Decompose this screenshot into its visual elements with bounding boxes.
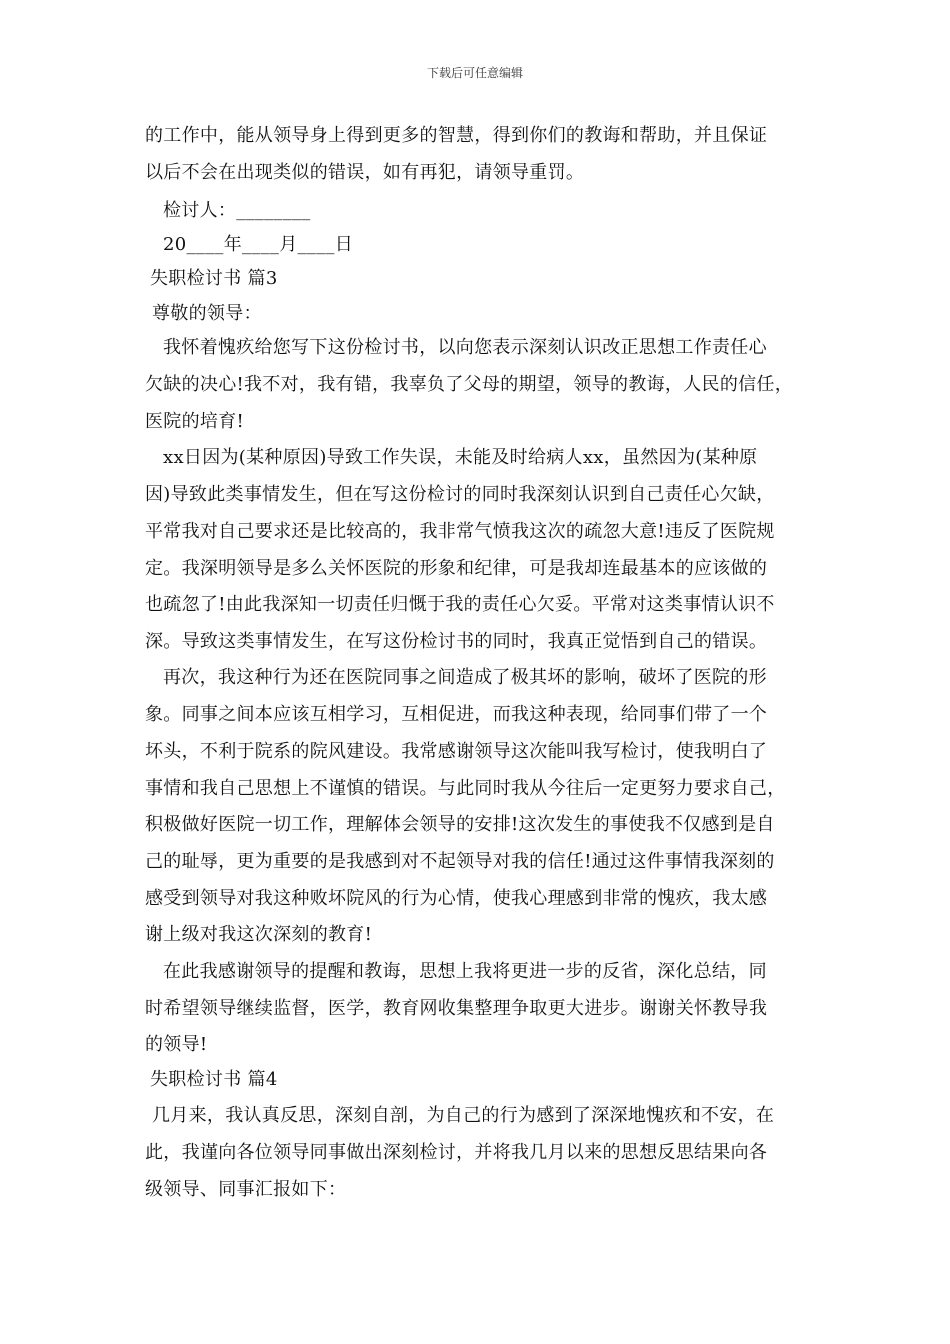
- text-line: 的工作中，能从领导身上得到更多的智慧，得到你们的教诲和帮助，并且保证: [145, 125, 768, 146]
- text-line: 也疏忽了!由此我深知一切责任归慨于我的责任心欠妥。平常对这类事情认识不: [145, 594, 775, 615]
- section-title: 失职检讨书 篇4: [150, 1069, 278, 1090]
- text-line: 级领导、同事汇报如下：: [145, 1179, 347, 1200]
- text-line: 此，我谨向各位领导同事做出深刻检讨，并将我几月以来的思想反思结果向各: [145, 1142, 768, 1163]
- text-line: 以后不会在出现类似的错误，如有再犯，请领导重罚。: [145, 162, 585, 183]
- text-line: 感受到领导对我这种败坏院风的行为心情，使我心理感到非常的愧疚，我太感: [145, 888, 768, 909]
- text-line: 欠缺的决心!我不对，我有错，我辜负了父母的期望，领导的教诲，人民的信任，: [145, 374, 794, 395]
- text-line: 事情和我自己思想上不谨慎的错误。与此同时我从今往后一定更努力要求自己，: [145, 778, 786, 799]
- text-line: 象。同事之间本应该互相学习，互相促进，而我这种表现，给同事们带了一个: [145, 704, 768, 725]
- text-line: 深。导致这类事情发生，在写这份检讨书的同时，我真正觉悟到自己的错误。: [145, 631, 768, 652]
- text-line: 的领导!: [145, 1034, 208, 1055]
- text-line: 在此我感谢领导的提醒和教诲，思想上我将更进一步的反省，深化总结，同: [163, 961, 767, 982]
- text-line: 己的耻辱，更为重要的是我感到对不起领导对我的信任!通过这件事情我深刻的: [145, 851, 775, 872]
- section-title: 失职检讨书 篇3: [150, 268, 278, 289]
- text-line: 医院的培育!: [145, 411, 245, 432]
- text-line: 时希望领导继续监督，医学，教育网收集整理争取更大进步。谢谢关怀教导我: [145, 998, 768, 1019]
- text-line: 几月来，我认真反思，深刻自剖，为自己的行为感到了深深地愧疚和不安，在: [152, 1105, 775, 1126]
- text-line: 平常我对自己要求还是比较高的，我非常气愤我这次的疏忽大意!违反了医院规: [145, 521, 775, 542]
- text-line: 再次，我这种行为还在医院同事之间造成了极其坏的影响，破坏了医院的形: [163, 667, 767, 688]
- text-line: 我怀着愧疚给您写下这份检讨书，以向您表示深刻认识改正思想工作责任心: [163, 337, 767, 358]
- page-header: 下载后可任意编辑: [426, 66, 523, 80]
- text-line: 积极做好医院一切工作，理解体会领导的安排!这次发生的事使我不仅感到是自: [145, 814, 775, 835]
- text-line: 因)导致此类事情发生，但在写这份检讨的同时我深刻认识到自己责任心欠缺，: [145, 484, 775, 505]
- text-line: xx日因为(某种原因)导致工作失误，未能及时给病人xx，虽然因为(某种原: [163, 447, 758, 468]
- signature-line: 检讨人：________: [163, 200, 311, 221]
- date-line: 20____年____月____日: [163, 234, 354, 255]
- salutation: 尊敬的领导：: [152, 303, 262, 324]
- text-line: 坏头，不利于院系的院风建设。我常感谢领导这次能叫我写检讨，使我明白了: [145, 741, 768, 762]
- text-line: 定。我深明领导是多么关怀医院的形象和纪律，可是我却连最基本的应该做的: [145, 558, 768, 579]
- text-line: 谢上级对我这次深刻的教育!: [145, 924, 373, 945]
